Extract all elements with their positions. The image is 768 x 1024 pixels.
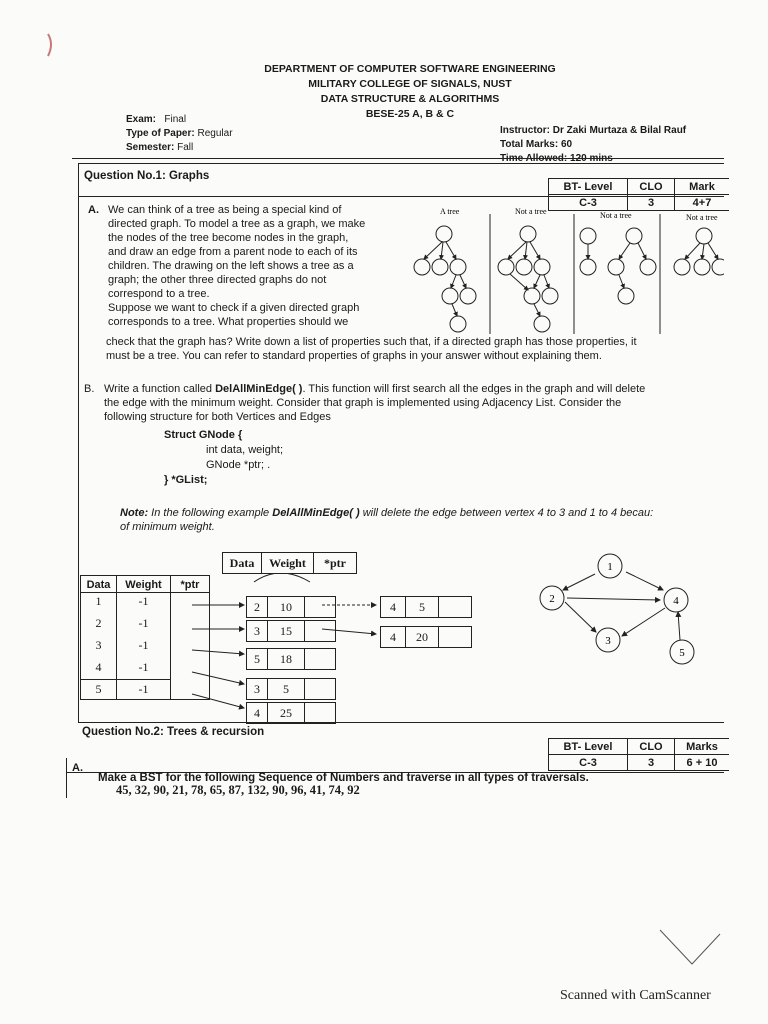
edge-weight-cell: 20 (405, 626, 439, 648)
q1a-line: We can think of a tree as being a special kind of (108, 204, 342, 216)
list-arrow-set (192, 605, 376, 708)
bt-level-value: C-3 (549, 755, 628, 771)
type-label: Type of Paper: (126, 128, 195, 139)
divider (78, 722, 724, 723)
marks-value: 6 + 10 (675, 755, 730, 771)
q1b-note (120, 506, 720, 534)
edge-ptr-cell (438, 626, 472, 648)
vertex-weight-cell: -1 (138, 682, 149, 696)
instructor: Instructor: Dr Zaki Murtaza & Bilal Rauf (500, 125, 687, 136)
q1a-line: graph; the other three directed graphs do not (108, 274, 327, 286)
exam-meta-left (126, 113, 233, 155)
exam-meta-right (500, 124, 686, 166)
clo-value: 3 (628, 755, 675, 771)
vertex-head-cell: Data (80, 575, 117, 593)
struct-head-cell: *ptr (313, 552, 357, 574)
graph-node-label: 1 (607, 561, 613, 573)
graph-node-label: 2 (549, 593, 555, 605)
note-mid: In the following example (148, 507, 273, 519)
vertex-weight-cell: -1 (138, 594, 149, 608)
tree-graph-c (580, 228, 656, 304)
edge-data-cell: 2 (246, 596, 268, 618)
vertex-data-cell: 3 (95, 638, 102, 652)
marks-head: Marks (675, 739, 730, 755)
q1a-line: the nodes of the tree become nodes in the graph, (108, 232, 349, 244)
edge-data-cell: 3 (246, 620, 268, 642)
edge-weight-cell: 5 (405, 596, 439, 618)
tree-label: Not a tree (515, 207, 547, 216)
tree-label: A tree (440, 207, 460, 216)
section-name: BESE-25 A, B & C (365, 108, 455, 120)
note-line: of minimum weight. (120, 521, 215, 533)
marks-value: 4+7 (675, 195, 730, 211)
graph-edges (563, 572, 680, 640)
q1a-tail-line: must be a tree. You can refer to standard properties of graphs in your answer without explaining them. (106, 350, 602, 362)
q1a-line: children. The drawing on the left shows a tree as a (108, 260, 354, 272)
edge-data-cell: 4 (246, 702, 268, 724)
vertex-weight-cell: -1 (138, 638, 149, 652)
exam-header (200, 62, 620, 122)
q1b-line: following structure for both Vertices and Edges (104, 411, 331, 423)
vertex-data-cell: 2 (95, 616, 102, 630)
q1a-text (108, 203, 408, 329)
edge-weight-cell: 5 (267, 678, 305, 700)
vertex-weight-cell: -1 (138, 616, 149, 630)
note-post: will delete the edge between vertex 4 to 3 and 1 to 4 becau: (359, 507, 654, 519)
type-value: Regular (197, 128, 233, 139)
edge-data-cell: 3 (246, 678, 268, 700)
course-name: DATA STRUCTURE & ALGORITHMS (320, 93, 500, 105)
graph-node-label: 5 (679, 647, 685, 659)
edge-weight-cell: 25 (267, 702, 305, 724)
code-line: int data, weight; (206, 444, 284, 456)
scan-mark (650, 920, 730, 970)
semester-label: Semester: (126, 142, 175, 153)
vertex-data-cell: 1 (95, 594, 102, 608)
q1a-line: corresponds to a tree. What properties should we (108, 316, 349, 328)
frame-line (78, 163, 79, 723)
edge-data-cell: 4 (380, 626, 406, 648)
struct-brace (254, 574, 310, 582)
bt-level-value: C-3 (549, 195, 628, 211)
struct-head-cell: Data (222, 552, 262, 574)
divider (78, 163, 724, 164)
q1a-line: directed graph. To model a tree as a graph, we make (108, 218, 366, 230)
q2a-text: Make a BST for the following Sequence of Numbers and traverse in all types of traversals. (98, 772, 589, 784)
tree-graph-a (414, 226, 476, 332)
q1b-post: . This function will first search all the edges in the graph and will delete (302, 383, 646, 395)
code-line: Struct GNode { (164, 429, 243, 441)
semester-value: Fall (177, 142, 194, 153)
vertex-weight-cell: -1 (138, 660, 149, 674)
vertex-head-cell: *ptr (170, 575, 210, 593)
clo-head: CLO (628, 739, 675, 755)
vertex-data-cell: 4 (95, 660, 102, 674)
clo-head: CLO (628, 179, 675, 195)
note-label: Note: (120, 507, 149, 519)
vertex-head-cell: Weight (116, 575, 171, 593)
note-func: DelAllMinEdge( ) (272, 507, 360, 519)
vertex-data-cell: 5 (95, 682, 102, 696)
tree-label: Not a tree (686, 213, 718, 222)
q1a-tail-line: check that the graph has? Write down a list of properties such that, if a directed graph has those properties, it (106, 336, 637, 348)
q1b-func: DelAllMinEdge( ) (215, 383, 303, 395)
clo-value: 3 (628, 195, 675, 211)
tree-graph-d (674, 228, 724, 275)
graph-nodes (540, 554, 694, 664)
college-name: MILITARY COLLEGE OF SIGNALS, NUST (308, 78, 512, 90)
bt-level-head: BT- Level (549, 179, 628, 195)
edge-weight-cell: 10 (267, 596, 305, 618)
tree-graph-b (498, 226, 558, 332)
q1a-tail (106, 335, 716, 363)
q1b-text (104, 382, 714, 424)
list-arrows (190, 574, 390, 724)
example-graph (530, 552, 720, 672)
graph-node-label: 3 (605, 635, 611, 647)
bt-level-head: BT- Level (549, 739, 628, 755)
edge-weight-cell: 15 (267, 620, 305, 642)
exam-value: Final (164, 114, 187, 125)
q1-title: Question No.1: Graphs (84, 170, 210, 182)
q2-bt-table (548, 738, 729, 771)
q1b-pre: Write a function called (104, 383, 216, 395)
q1a-line: and draw an edge from a parent node to each of its (108, 246, 358, 258)
edge-weight-cell: 18 (267, 648, 305, 670)
frame-line (66, 758, 67, 798)
scan-mark (42, 30, 62, 60)
divider (72, 158, 724, 159)
tree-figures (410, 204, 724, 338)
q1a-label: A. (88, 204, 99, 216)
struct-code (164, 428, 283, 488)
scanner-watermark: Scanned with CamScanner (560, 988, 711, 1003)
q1a-line: correspond to a tree. (108, 288, 210, 300)
tree-label: Not a tree (600, 211, 632, 220)
exam-label: Exam: (126, 114, 157, 125)
department-name: DEPARTMENT OF COMPUTER SOFTWARE ENGINEERING (264, 63, 556, 75)
q1b-label: B. (84, 383, 95, 395)
code-line: GNode *ptr; . (206, 459, 271, 471)
edge-ptr-cell (438, 596, 472, 618)
bst-sequence: 45, 32, 90, 21, 78, 65, 87, 132, 90, 96, 41, 74, 92 (116, 783, 360, 797)
marks-head: Mark (675, 179, 730, 195)
q2a-label: A. (72, 762, 83, 774)
edge-data-cell: 5 (246, 648, 268, 670)
code-line: } *GList; (164, 474, 208, 486)
edge-data-cell: 4 (380, 596, 406, 618)
struct-head-cell: Weight (261, 552, 314, 574)
total-marks: Total Marks: 60 (500, 139, 573, 150)
q2-title: Question No.2: Trees & recursion (82, 726, 265, 738)
q1a-line: Suppose we want to check if a given directed graph (108, 302, 360, 314)
graph-node-label: 4 (673, 595, 679, 607)
q1b-line: the edge with the minimum weight. Consider that graph is implemented using Adjacency List. Consider the (104, 397, 622, 409)
